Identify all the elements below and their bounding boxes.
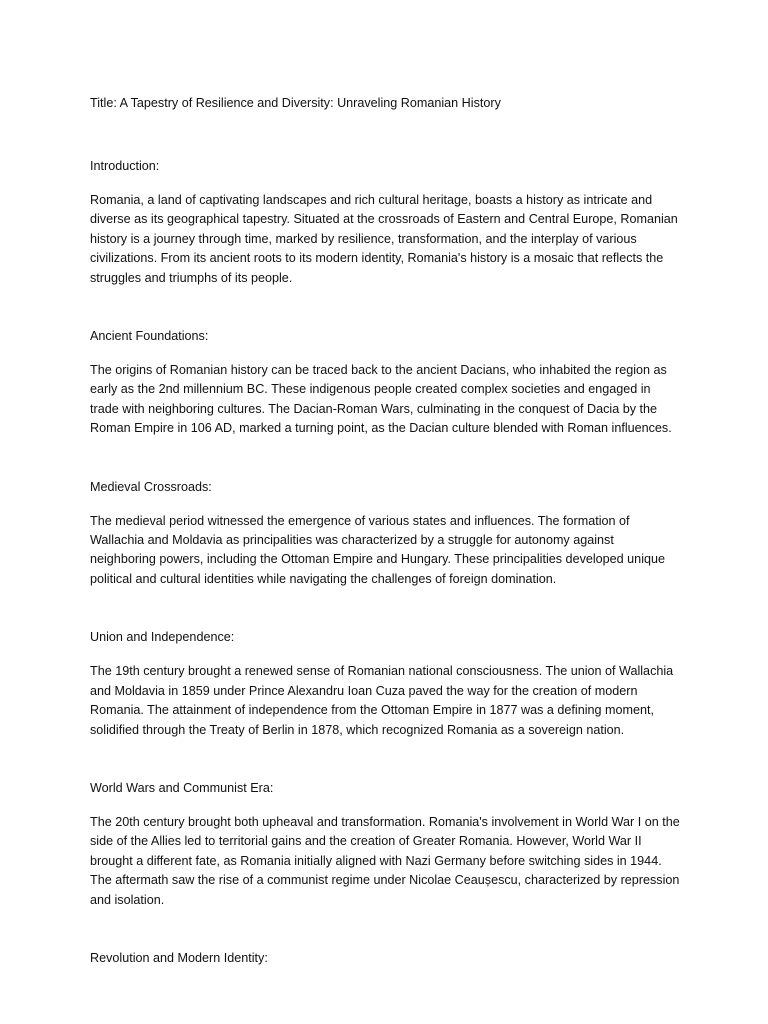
- section-heading: World Wars and Communist Era:: [90, 780, 274, 795]
- section-body: The medieval period witnessed the emergence of various states and influences. The formation of Wallachia and Moldavia as principalities was characterized by a struggle for autonomy against neighboring powers, including the Ottoman Empire and Hungary. These principalities developed unique political and cultural identities while navigating the challenges of foreign domination.: [90, 513, 666, 586]
- section-heading: Introduction:: [90, 159, 160, 173]
- section-revolution-and-modern-identity: [90, 949, 680, 968]
- section-world-wars-and-communist-era: [90, 779, 680, 910]
- section-heading: Revolution and Modern Identity:: [90, 950, 268, 965]
- section-ancient-foundations: [90, 327, 680, 439]
- section-body: The origins of Romanian history can be traced back to the ancient Dacians, who inhabited the region as early as the 2nd millennium BC. These indigenous people created complex societies and engaged in trade with neighboring cultures. The Dacian-Roman Wars, culminating in the conquest of Dacia by the Roman Empire in 106 AD, marked a turning point, as the Dacian culture blended with Roman influences.: [90, 363, 672, 436]
- section-introduction: [90, 157, 680, 288]
- section-body: The 19th century brought a renewed sense of Romanian national consciousness. The union of Wallachia and Moldavia in 1859 under Prince Alexandru Ioan Cuza paved the way for the creation of modern Romania. The attainment of independence from the Ottoman Empire in 1877 was a defining moment, solidified through the Treaty of Berlin in 1878, which recognized Romania as a sovereign nation.: [90, 664, 674, 737]
- document-content: [90, 94, 680, 1007]
- section-body: Romania, a land of captivating landscapes and rich cultural heritage, boasts a history as intricate and diverse as its geographical tapestry. Situated at the crossroads of Eastern and Central Europe, Romanian history is a journey through time, marked by resilience, transformation, and the interplay of various civilizations. From its ancient roots to its modern identity, Romania's history is a mosaic that reflects the struggles and triumphs of its people.: [90, 193, 678, 285]
- document-title: Title: A Tapestry of Resilience and Diversity: Unraveling Romanian History: [90, 96, 501, 110]
- section-heading: Medieval Crossroads:: [90, 479, 212, 494]
- section-medieval-crossroads: [90, 478, 680, 590]
- section-heading: Ancient Foundations:: [90, 329, 209, 344]
- section-body: The 20th century brought both upheaval and transformation. Romania's involvement in World War I on the side of the Allies led to territorial gains and the creation of Greater Romania. However, World War II brought a different fate, as Romania initially aligned with Nazi Germany before switching sides in 1944. The aftermath saw the rise of a communist regime under Nicolae Ceaușescu, characterized by repression and isolation.: [90, 814, 680, 907]
- section-heading: Union and Independence:: [90, 630, 235, 645]
- section-union-and-independence: [90, 628, 680, 740]
